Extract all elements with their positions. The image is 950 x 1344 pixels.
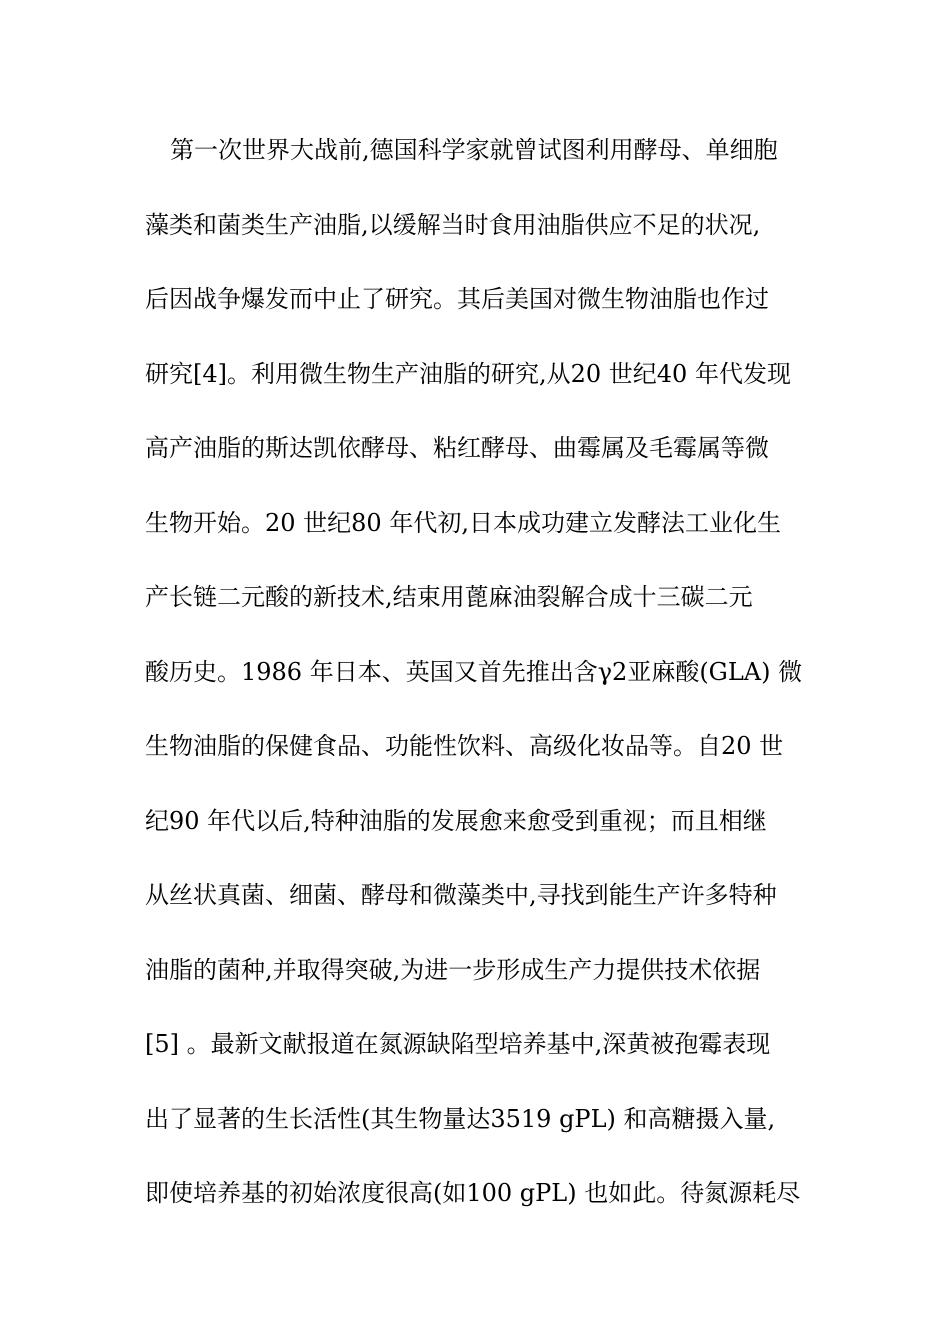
text-line: 第一次世界大战前,德国科学家就曾试图利用酵母、单细胞: [170, 136, 778, 164]
text-line: 从丝状真菌、细菌、酵母和微藻类中,寻找到能生产许多特种: [145, 881, 777, 909]
text-line: 生物油脂的保健食品、功能性饮料、高级化妆品等。自20 世: [145, 732, 784, 760]
text-line: 即使培养基的初始浓度很高(如100 gPL) 也如此。待氮源耗尽: [145, 1179, 801, 1207]
text-line: [5] 。最新文献报道在氮源缺陷型培养基中,深黄被孢霉表现: [145, 1030, 771, 1058]
text-line: 藻类和菌类生产油脂,以缓解当时食用油脂供应不足的状况,: [145, 211, 761, 239]
text-line: 纪90 年代以后,特种油脂的发展愈来愈受到重视；而且相继: [145, 807, 767, 835]
text-line: 生物开始。20 世纪80 年代初,日本成功建立发酵法工业化生: [145, 509, 781, 537]
text-line: 产长链二元酸的新技术,结束用蓖麻油裂解合成十三碳二元: [145, 583, 753, 611]
text-line: 高产油脂的斯达凯依酵母、粘红酵母、曲霉属及毛霉属等微: [145, 434, 769, 462]
text-line: 研究[4]。利用微生物生产油脂的研究,从20 世纪40 年代发现: [145, 360, 791, 388]
text-line: 酸历史。1986 年日本、英国又首先推出含γ2亚麻酸(GLA) 微: [145, 658, 803, 686]
text-line: 出了显著的生长活性(其生物量达3519 gPL) 和高糖摄入量,: [145, 1105, 776, 1133]
text-line: 后因战争爆发而中止了研究。其后美国对微生物油脂也作过: [145, 285, 769, 313]
text-line: 油脂的菌种,并取得突破,为进一步形成生产力提供技术依据: [145, 956, 761, 984]
